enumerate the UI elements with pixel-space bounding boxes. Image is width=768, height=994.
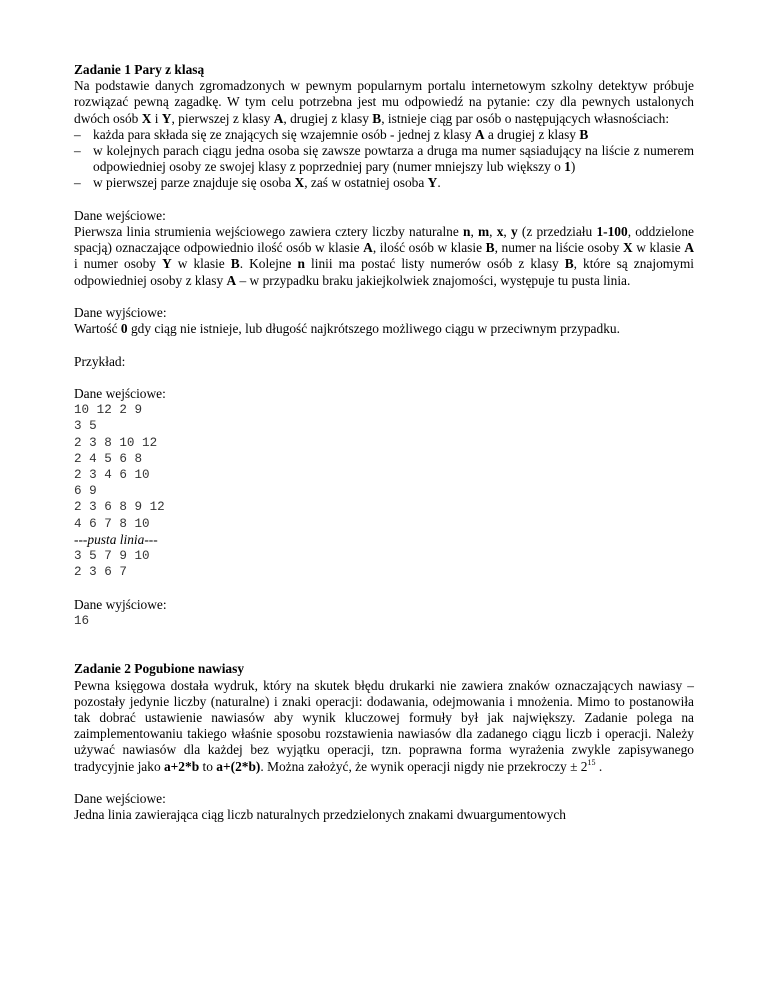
task1-output-label: Dane wyjściowe: bbox=[74, 305, 167, 321]
list-item: – w pierwszej parze znajduje się osoba X, zaś w ostatniej osoba Y. bbox=[74, 175, 441, 191]
example-input-line: 6 9 bbox=[74, 484, 97, 499]
task2-description: Pewna księgowa dostała wydruk, który na skutek błędu drukarki nie zawiera znaków oznaczających nawiasy – pozostały jedynie liczby (naturalne) i znaki operacji: dodawania, odejmowania i mnożenia. Mimo to postanowiła tak dobrać ustawienie nawiasów aby wynik kluczowej formuły był jak największy. Zadanie polega na zaimplementowaniu takiego właśnie sposobu rozstawienia nawiasów dla zadanego ciągu liczb i operacji. Należy używać nawiasów dla każdej bez wyjątku operacji, tzn. poprawna forma wyrażenia zwykle zapisywanego tradycyjnie jako a+2*b to a+(2*b). Można założyć, że wynik operacji nigdy nie przekroczy ± $2^{15}$ . bbox=[74, 677, 694, 774]
example-input-line: 2 3 4 6 10 bbox=[74, 468, 150, 483]
task1-example-output-label: Dane wyjściowe: bbox=[74, 596, 167, 612]
task1-conditions-list bbox=[74, 127, 694, 192]
example-input-line: 3 5 7 9 10 bbox=[74, 549, 150, 564]
task1-input-label: Dane wejściowe: bbox=[74, 207, 166, 223]
task1-intro: Na podstawie danych zgromadzonych w pewnym popularnym portalu internetowym szkolny detektyw próbuje rozwiązać pewną zagadkę. W tym celu potrzebna jest mu odpowiedź na pytanie: czy dla pewnych ustalonych dwóch osób X i Y, pierwszej z klasy A, drugiej z klasy B, istnieje ciąg par osób o następujących własnościach: bbox=[74, 78, 694, 126]
document-page bbox=[74, 62, 694, 823]
empty-line-marker: ---pusta linia--- bbox=[74, 531, 158, 547]
task1-heading: Zadanie 1 Pary z klasą bbox=[74, 62, 205, 77]
example-input-line: 2 3 8 10 12 bbox=[74, 435, 158, 450]
task1-input-description: Pierwsza linia strumienia wejściowego zawiera cztery liczby naturalne n, m, x, y (z przedziału 1-100, oddzielone spacją) oznaczające odpowiednio ilość osób w klasie A, ilość osób w klasie B, numer na liście osoby X w klasie A i numer osoby Y w klasie B. Kolejne n linii ma postać listy numerów osób z klasy B, które są znajomymi odpowiedniej osoby z klasy A – w przypadku braku jakiejkolwiek znajomości, występuje tu pusta linia. bbox=[74, 224, 695, 288]
task1-example-input-label: Dane wejściowe: bbox=[74, 386, 166, 401]
example-input-line: 10 12 2 9 bbox=[74, 403, 143, 418]
example-input-line: 2 3 6 7 bbox=[74, 565, 127, 580]
task2-input-label: Dane wejściowe: bbox=[74, 791, 166, 807]
task1-example-output-value: 16 bbox=[74, 613, 90, 628]
task1-example-input-block bbox=[74, 402, 694, 580]
example-input-line: 4 6 7 8 10 bbox=[74, 516, 150, 531]
example-input-line: 3 5 bbox=[74, 419, 97, 434]
list-item: – każda para składa się ze znających się wzajemnie osób - jednej z klasy A a drugiej z klasy B bbox=[74, 126, 589, 142]
task2-heading: Zadanie 2 Pogubione nawiasy bbox=[74, 661, 245, 677]
example-input-line: 2 3 6 8 9 12 bbox=[74, 500, 165, 515]
example-input-line: 2 4 5 6 8 bbox=[74, 451, 143, 466]
task1-output-description: Wartość 0 gdy ciąg nie istnieje, lub długość najkrótszego możliwego ciągu w przeciwnym przypadku. bbox=[74, 321, 620, 337]
list-item: – w kolejnych parach ciągu jedna osoba się zawsze powtarza a druga ma numer sąsiadujący na liście z numerem odpowiedniej osoby ze swojej klasy z poprzedniej pary (numer mniejszy lub większy o 1) bbox=[74, 143, 694, 175]
task2-input-description: Jedna linia zawierająca ciąg liczb naturalnych przedzielonych znakami dwuargumentowych bbox=[74, 807, 567, 823]
task1-example-label: Przykład: bbox=[74, 353, 126, 369]
